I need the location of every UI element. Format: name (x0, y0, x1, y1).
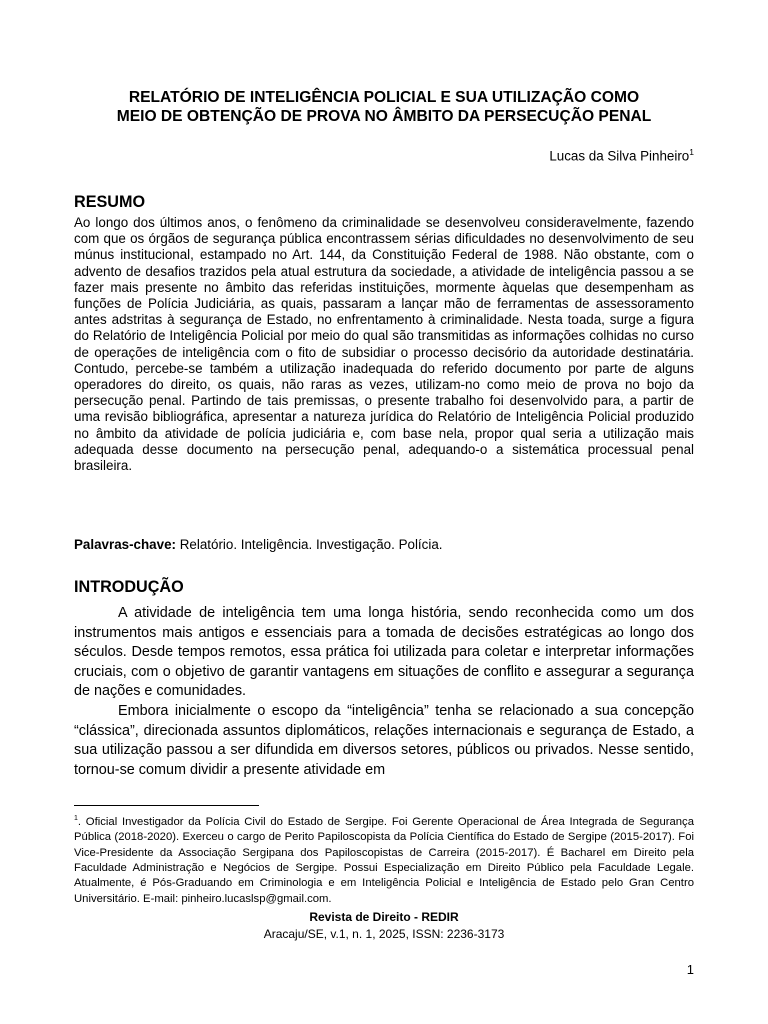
author-footnote-mark: 1 (689, 147, 694, 157)
title-line-2: MEIO DE OBTENÇÃO DE PROVA NO ÂMBITO DA PERSECUÇÃO PENAL (116, 108, 652, 125)
journal-info: Aracaju/SE, v.1, n. 1, 2025, ISSN: 2236-3173 (263, 927, 505, 941)
keywords (74, 537, 694, 553)
paper-title (74, 88, 694, 126)
introduction-paragraph-2: Embora inicialmente o escopo da “inteligência” tenha se relacionado a sua concepção “clássica”, direcionada assuntos diplomáticos, relações internacionais e segurança de Estado, a sua utilização passou a ser difundida em diversos setores, públicos ou privados. Nesse sentido, tornou-se comum dividir a presente atividade em (74, 703, 694, 778)
footnote (74, 811, 694, 907)
introduction-paragraph-1: A atividade de inteligência tem uma longa história, sendo reconhecida como um dos instrumentos mais antigos e essenciais para a tomada de decisões estratégicas ao longo dos séculos. Desde tempos remotos, essa prática foi utilizada para coletar e interpretar informações cruciais, com o objetivo de garantir vantagens em situações de conflito e assegurar a segurança de nações e comunidades. (74, 605, 694, 700)
introduction-heading: INTRODUÇÃO (74, 578, 184, 596)
author-byline (549, 144, 694, 164)
journal-name: Revista de Direito - REDIR (309, 910, 459, 924)
keywords-label: Palavras-chave: (74, 537, 176, 552)
footnote-text: . Oficial Investigador da Polícia Civil do Estado de Sergipe. Foi Gerente Operacional de Área Integrada de Segurança Pública (2018-2020). Exerceu o cargo de Perito Papiloscopista da Polícia Científica do Estado de Sergipe (2015-2017). Foi Vice-Presidente da Associação Sergipana dos Papiloscopistas de Carreira (2015-2017). É Bacharel em Direito pela Faculdade Administração e Negócios de Sergipe. Possui Especialização em Direito Público pela Faculdade Legale. Atualmente, é Pós-Graduando em Criminologia e em Inteligência Policial e Inteligência de Estado pelo Gran Centro Universitário. E-mail: pinheiro.lucaslsp@gmail.com. (74, 815, 694, 905)
author-name: Lucas da Silva Pinheiro (549, 148, 690, 164)
abstract-text: Ao longo dos últimos anos, o fenômeno da criminalidade se desenvolveu consideravelmente, fazendo com que os órgãos de segurança pública encontrassem sérias dificuldades no desenvolvimento de seu múnus institucional, estampado no Art. 144, da Constituição Federal de 1988. Não obstante, com o advento de desafios trazidos pela atual estrutura da sociedade, a atividade de inteligência passou a se fazer mais presente no âmbito das referidas instituições, mormente àquelas que desempenham as funções de Polícia Judiciária, as quais, passaram a lançar mão de ferramentas de assessoramento antes adstritas à segurança de Estado, no enfrentamento à criminalidade. Nesta toada, surge a figura do Relatório de Inteligência Policial por meio do qual são transmitidas as informações colhidas no curso de operações de inteligência com o fito de subsidiar o processo decisório da autoridade destinatária. Contudo, percebe-se também a utilização inadequada do referido documento por parte de alguns operadores do direito, os quais, não raras as vezes, utilizam-no como meio de prova no bojo da persecução penal. Partindo de tais premissas, o presente trabalho foi desenvolvido para, a partir de uma revisão bibliográfica, apresentar a natureza jurídica do Relatório de Inteligência Policial produzido no âmbito da atividade de polícia judiciária e, com base nela, propor qual seria a utilização mais adequada desse documento na persecução penal, adequando-o a sistemática processual penal brasileira. (74, 215, 694, 474)
title-line-1: RELATÓRIO DE INTELIGÊNCIA POLICIAL E SUA UTILIZAÇÃO COMO (128, 89, 640, 106)
abstract-heading: RESUMO (74, 193, 146, 211)
footnote-divider (74, 805, 259, 806)
keywords-text: Relatório. Inteligência. Investigação. Polícia. (179, 537, 443, 552)
page-number: 1 (686, 962, 694, 977)
footnote-mark: 1 (74, 815, 78, 822)
